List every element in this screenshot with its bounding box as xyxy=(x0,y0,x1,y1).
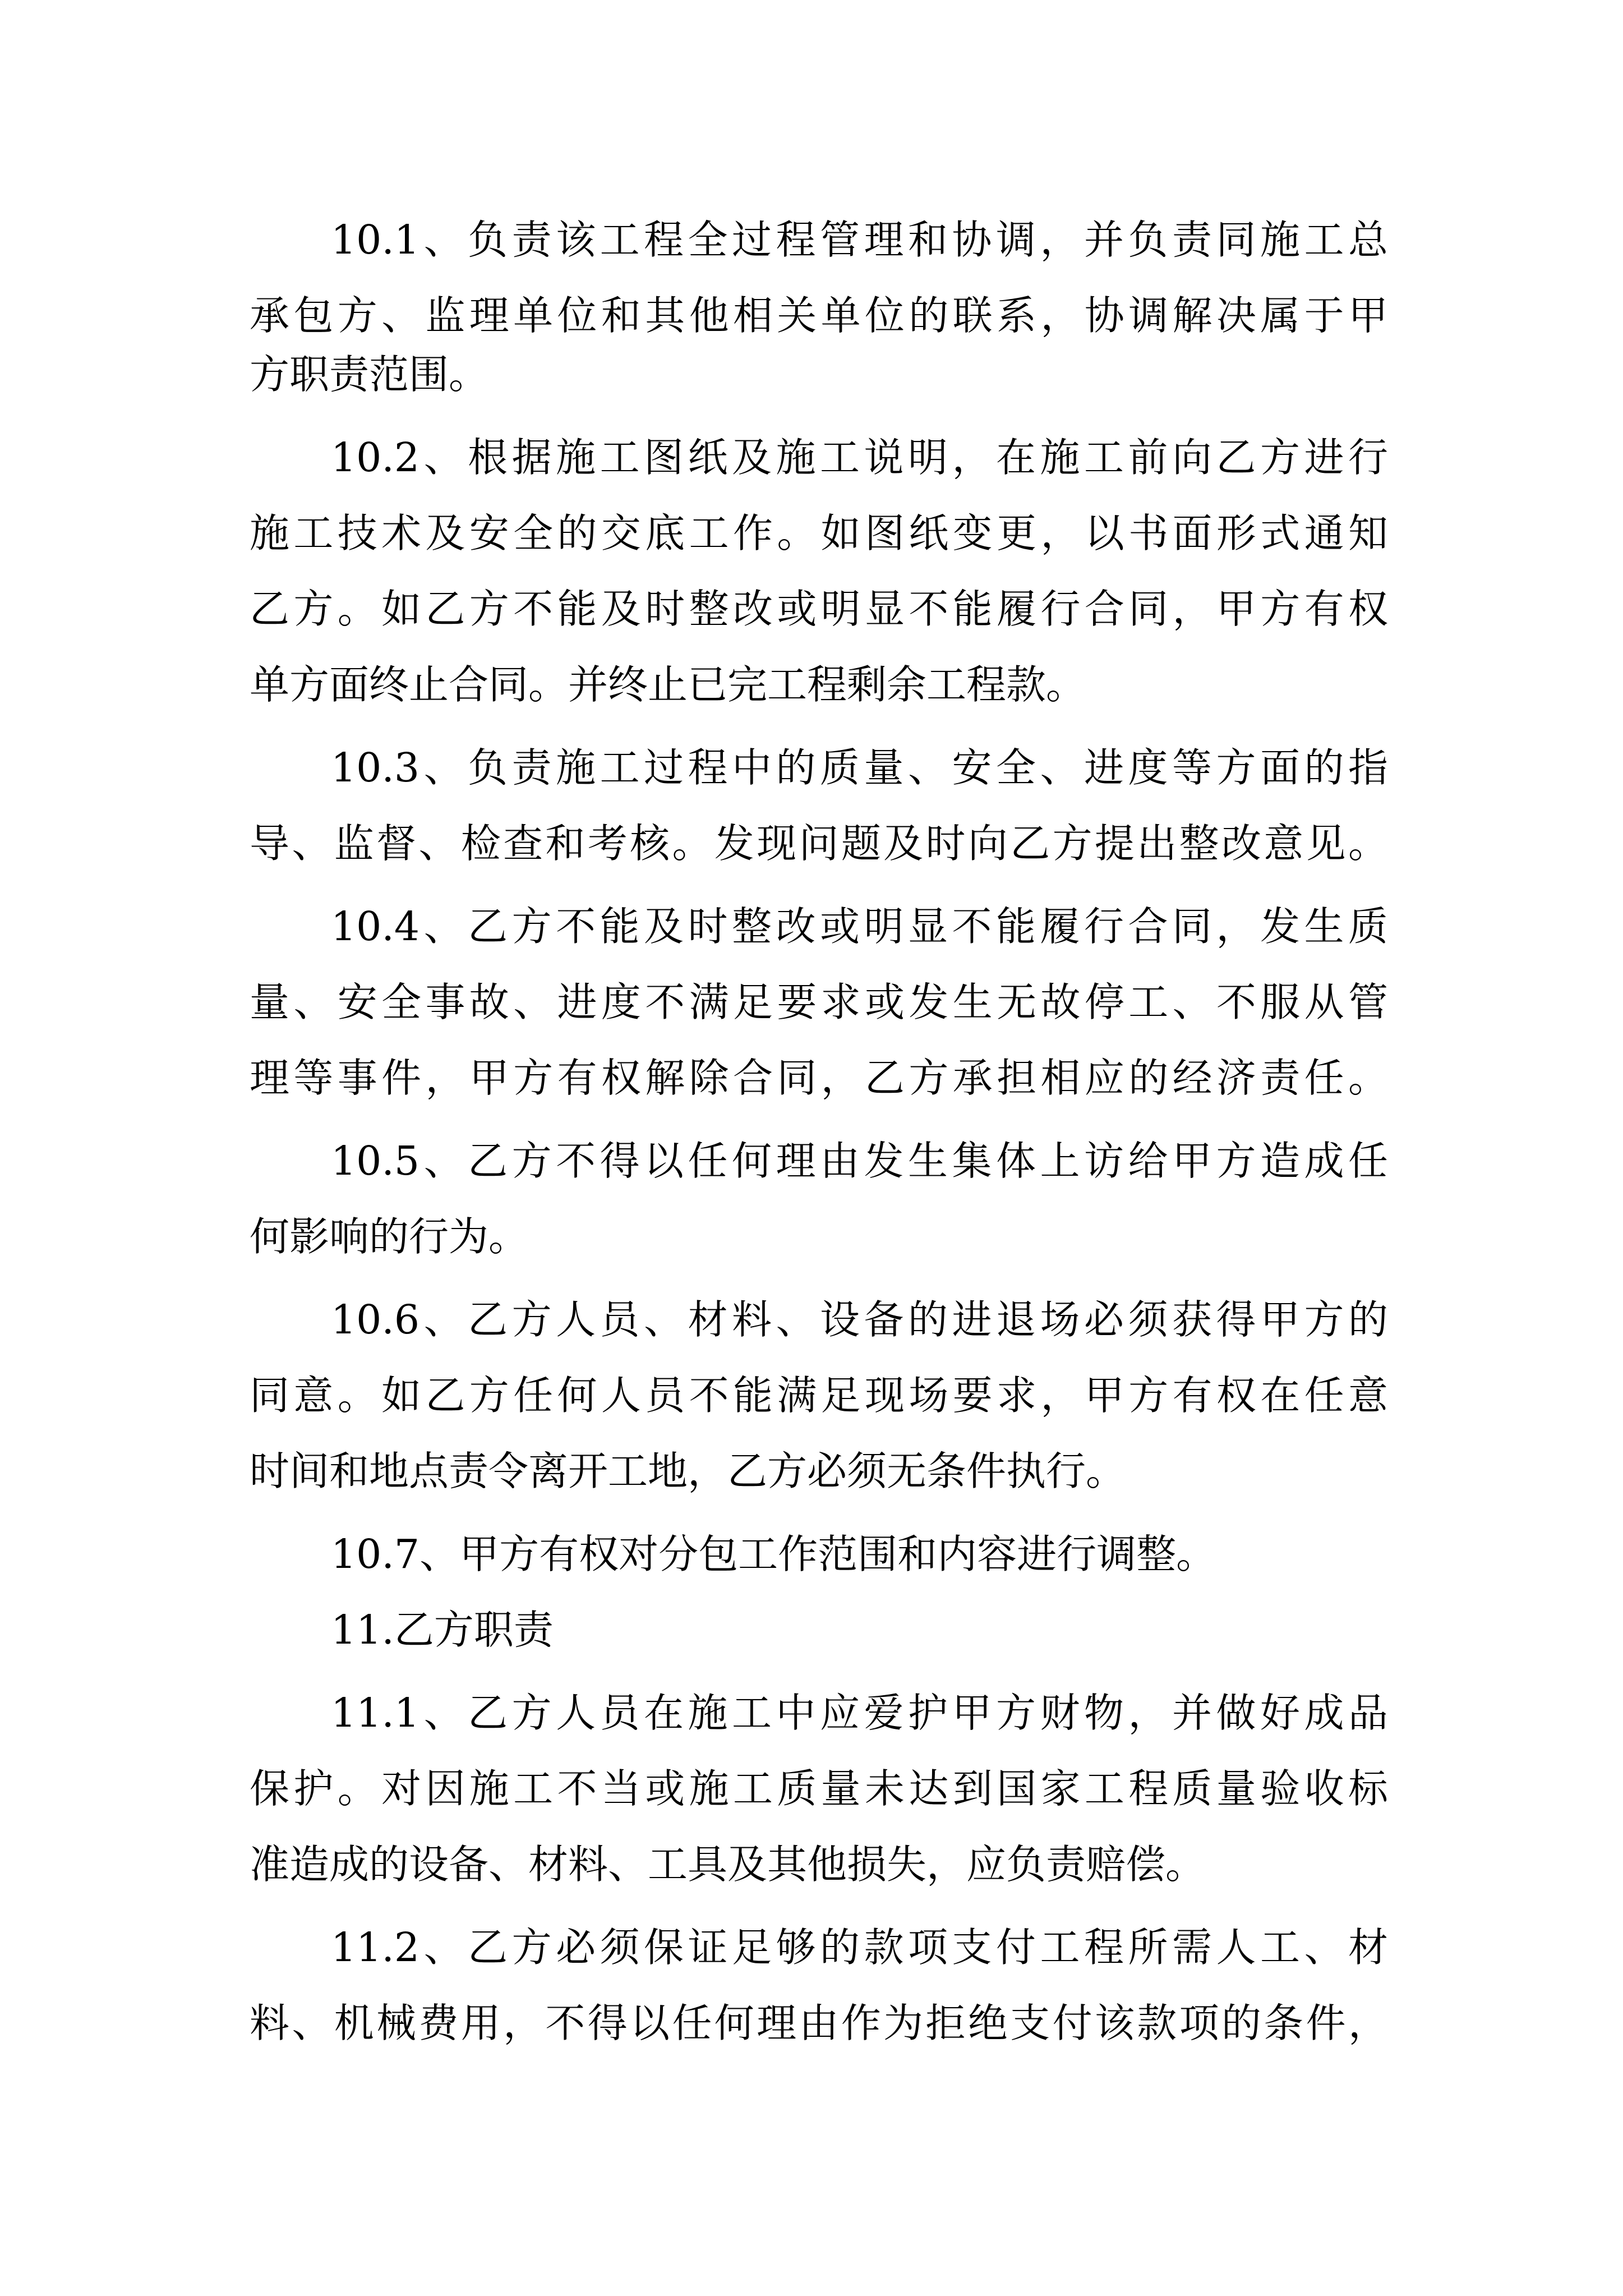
text-line: 单方面终止合同。并终止已完工程剩余工程款。 xyxy=(250,661,1086,708)
text-line: 同意。如乙方任何人员不能满足现场要求，甲方有权在任意 xyxy=(250,1372,1388,1419)
text-line: 10.3、负责施工过程中的质量、安全、进度等方面的指 xyxy=(331,744,1388,791)
text-line: 乙方。如乙方不能及时整改或明显不能履行合同，甲方有权 xyxy=(250,586,1388,632)
text-line: 10.4、乙方不能及时整改或明显不能履行合同，发生质 xyxy=(331,903,1388,950)
text-line: 10.1、负责该工程全过程管理和协调，并负责同施工总 xyxy=(331,217,1388,263)
text-line: 保护。对因施工不当或施工质量未达到国家工程质量验收标 xyxy=(250,1765,1388,1812)
text-line: 量、安全事故、进度不满足要求或发生无故停工、不服从管 xyxy=(250,979,1388,1025)
text-line: 施工技术及安全的交底工作。如图纸变更，以书面形式通知 xyxy=(250,510,1388,556)
text-line: 料、机械费用，不得以任何理由作为拒绝支付该款项的条件， xyxy=(250,2000,1388,2046)
text-line: 方职责范围。 xyxy=(250,351,489,398)
text-line: 时间和地点责令离开工地，乙方必须无条件执行。 xyxy=(250,1448,1126,1494)
text-line: 10.2、根据施工图纸及施工说明，在施工前向乙方进行 xyxy=(331,434,1388,481)
text-line: 何影响的行为。 xyxy=(250,1213,529,1260)
text-line: 10.6、乙方人员、材料、设备的进退场必须获得甲方的 xyxy=(331,1296,1388,1343)
text-line: 导、监督、检查和考核。发现问题及时向乙方提出整改意见。 xyxy=(250,820,1388,867)
text-line: 11.1、乙方人员在施工中应爱护甲方财物，并做好成品 xyxy=(331,1690,1388,1736)
text-line: 准造成的设备、材料、工具及其他损失，应负责赔偿。 xyxy=(250,1841,1206,1888)
text-line: 承包方、监理单位和其他相关单位的联系，协调解决属于甲 xyxy=(250,292,1388,339)
text-line: 10.5、乙方不得以任何理由发生集体上访给甲方造成任 xyxy=(331,1138,1388,1184)
text-line: 11.2、乙方必须保证足够的款项支付工程所需人工、材 xyxy=(331,1924,1388,1971)
text-line: 10.7、甲方有权对分包工作范围和内容进行调整。 xyxy=(331,1531,1216,1577)
text-line: 11.乙方职责 xyxy=(331,1607,554,1653)
text-line: 理等事件，甲方有权解除合同，乙方承担相应的经济责任。 xyxy=(250,1055,1388,1101)
